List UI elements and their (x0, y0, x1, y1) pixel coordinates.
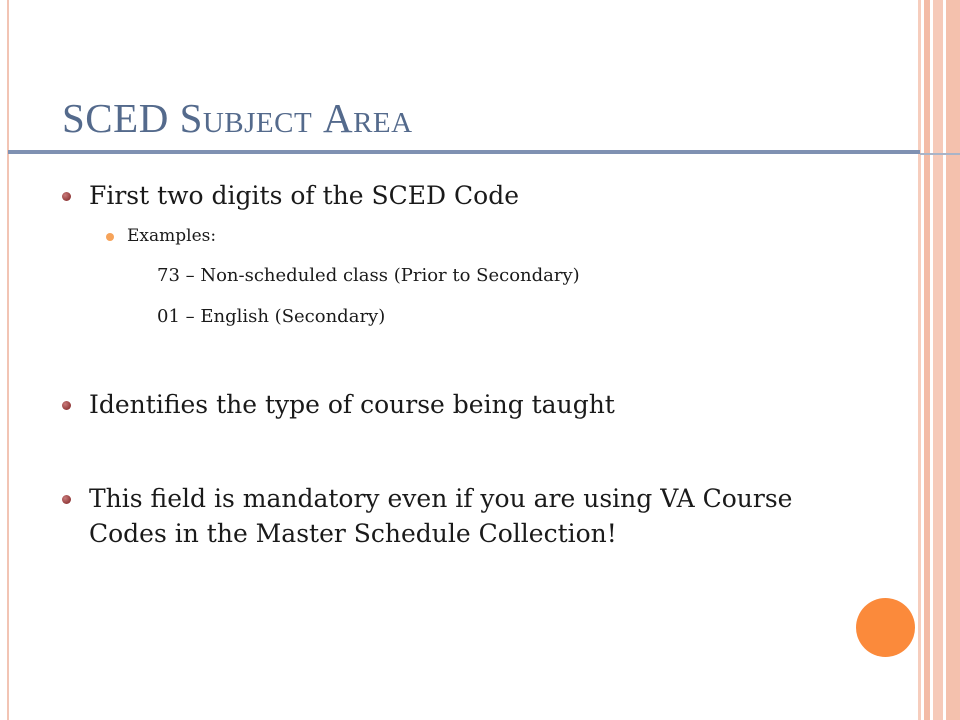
bullet-text: This field is mandatory even if you are using VA Course Codes in the Master Schedule Collection! (89, 484, 793, 548)
decorative-stripe (946, 0, 960, 720)
slide-title (62, 94, 413, 142)
title-divider (8, 150, 920, 154)
bullet-dot-icon (62, 401, 71, 410)
bullet-text: Identifies the type of course being taught (89, 390, 615, 419)
example-line: 73 – Non-scheduled class (Prior to Secondary) (157, 265, 580, 286)
example-line: 01 – English (Secondary) (157, 306, 386, 327)
left-frame-line (7, 0, 9, 720)
title-word-area: Area (322, 95, 413, 141)
title-word-subject: Subject (179, 95, 313, 141)
decorative-stripe (924, 0, 930, 720)
title-word-sced: SCED (62, 95, 169, 141)
orange-circle-decoration (856, 598, 915, 657)
decorative-stripe (933, 0, 943, 720)
sub-bullet-dot-icon (106, 233, 114, 241)
bullet-dot-icon (62, 495, 71, 504)
title-divider-tail (920, 153, 960, 155)
bullet-text: First two digits of the SCED Code (89, 181, 519, 210)
bullet-dot-icon (62, 192, 71, 201)
sub-bullet-text: Examples: (127, 226, 217, 246)
decorative-stripe (918, 0, 921, 720)
